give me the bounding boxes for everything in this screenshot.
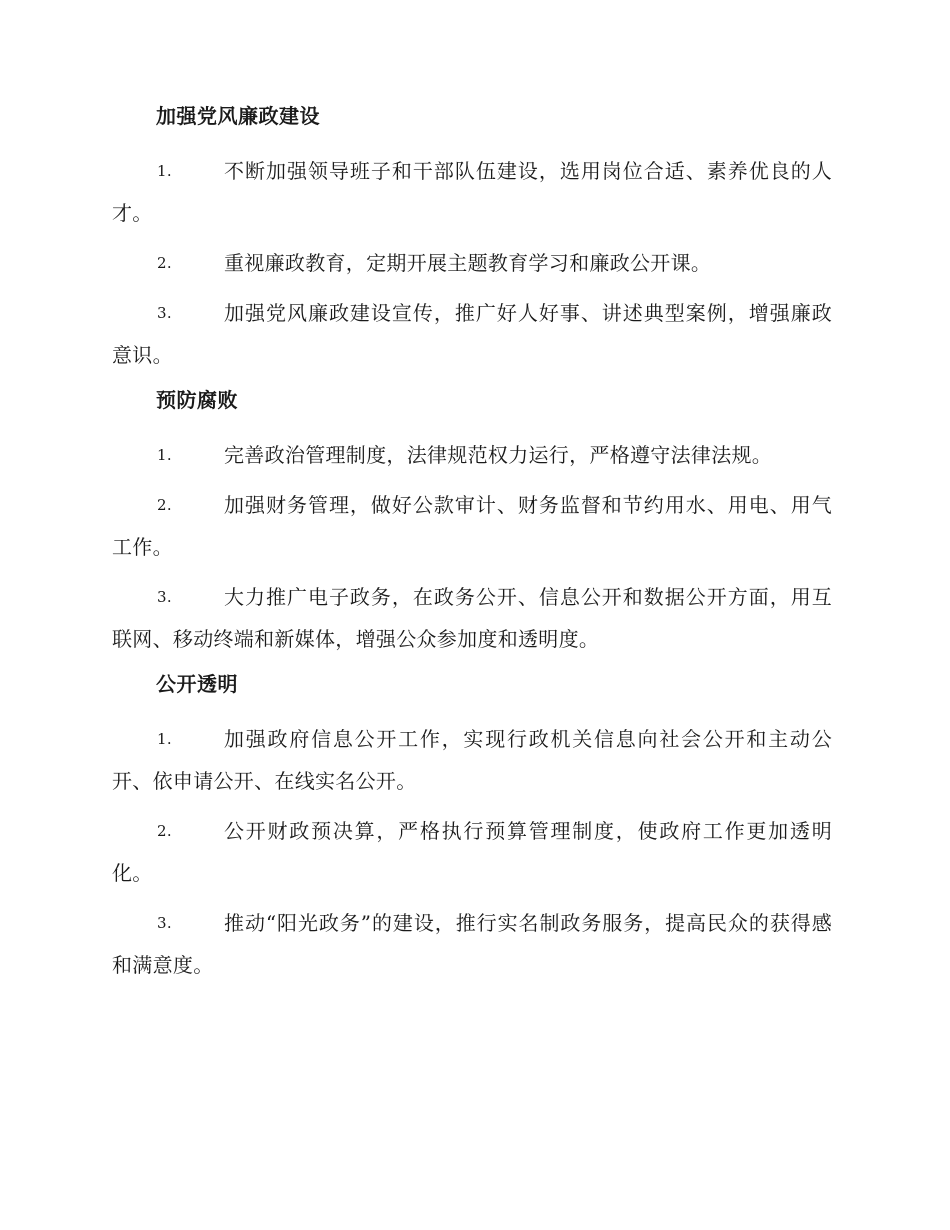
list-item	[112, 902, 832, 986]
item-number: 1.	[157, 730, 172, 748]
item-text: 完善政治管理制度，法律规范权力运行，严格遵守法律法规。	[224, 443, 773, 467]
item-number: 2.	[157, 822, 172, 840]
list-item	[112, 576, 832, 660]
list-item	[112, 150, 832, 234]
section-transparency	[112, 668, 832, 986]
section-party-conduct	[112, 100, 832, 376]
item-number: 2.	[157, 496, 172, 514]
item-number: 2.	[157, 254, 172, 272]
item-text: 加强党风廉政建设宣传，推广好人好事、讲述典型案例，增强廉政意识。	[112, 301, 832, 367]
item-text: 大力推广电子政务，在政务公开、信息公开和数据公开方面，用互联网、移动终端和新媒体，增强公众参加度和透明度。	[112, 585, 832, 651]
section-heading: 预防腐败	[156, 388, 238, 412]
item-text: 加强政府信息公开工作，实现行政机关信息向社会公开和主动公开、依申请公开、在线实名公开。	[112, 727, 832, 793]
item-number: 1.	[157, 446, 172, 464]
item-text: 重视廉政教育，定期开展主题教育学习和廉政公开课。	[224, 251, 712, 275]
list-item	[112, 810, 832, 894]
item-number: 3.	[157, 588, 172, 606]
item-text: 加强财务管理，做好公款审计、财务监督和节约用水、用电、用气工作。	[112, 493, 832, 559]
item-text: 不断加强领导班子和干部队伍建设，选用岗位合适、素养优良的人才。	[112, 159, 832, 225]
item-number: 3.	[157, 914, 172, 932]
document-page	[112, 100, 832, 994]
item-text: 推动“阳光政务”的建设，推行实名制政务服务，提高民众的获得感和满意度。	[112, 911, 832, 977]
list-item	[112, 292, 832, 376]
list-item	[112, 718, 832, 802]
item-number: 1.	[157, 162, 172, 180]
list-item	[112, 484, 832, 568]
section-heading: 公开透明	[156, 672, 238, 696]
list-item	[112, 434, 832, 476]
section-heading: 加强党风廉政建设	[156, 104, 320, 128]
item-text: 公开财政预决算，严格执行预算管理制度，使政府工作更加透明化。	[112, 819, 832, 885]
section-prevent-corruption	[112, 384, 832, 660]
item-number: 3.	[157, 304, 172, 322]
list-item	[112, 242, 832, 284]
